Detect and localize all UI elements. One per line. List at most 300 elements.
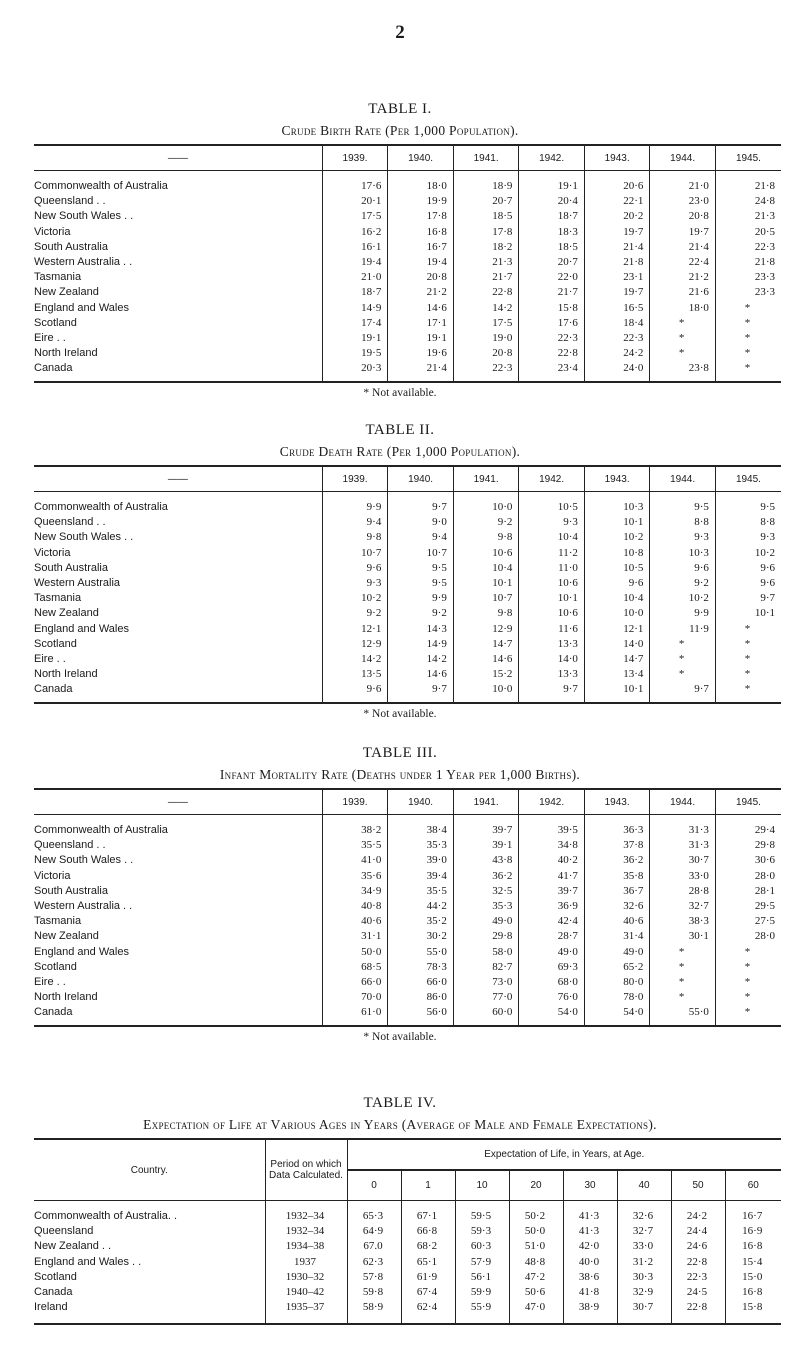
row-label: Queensland	[34, 1225, 94, 1238]
rate-cell: 20·7	[519, 255, 585, 270]
expectation-cell: 42·0	[563, 1239, 617, 1254]
year-header: 1945.	[715, 789, 781, 815]
rate-cell: 9·3	[519, 515, 585, 530]
rate-cell: 31·3	[650, 838, 716, 853]
rate-cell: 9·5	[715, 500, 781, 515]
rate-cell: 28·0	[715, 929, 781, 944]
rate-cell: 9·2	[388, 606, 454, 621]
expectation-cell: 59·3	[455, 1224, 509, 1239]
rate-cell: *	[715, 301, 781, 316]
rate-cell: 14·2	[388, 652, 454, 667]
table-row	[34, 1300, 781, 1315]
rate-cell: 20·4	[519, 194, 585, 209]
rate-cell: *	[650, 990, 716, 1005]
age-header: 60	[725, 1170, 781, 1201]
row-label: Commonwealth of Australia	[34, 180, 168, 192]
table-row	[34, 884, 781, 899]
table-row	[34, 346, 781, 361]
rate-cell: 31·3	[650, 823, 716, 838]
rate-cell: 22·4	[650, 255, 716, 270]
rate-cell: 10·4	[519, 530, 585, 545]
expectation-cell: 48·8	[509, 1255, 563, 1270]
year-header: 1939.	[322, 466, 388, 492]
rate-cell: 22·3	[519, 331, 585, 346]
expectation-cell: 47·0	[509, 1300, 563, 1315]
rate-cell: 29·4	[715, 823, 781, 838]
expectation-cell: 67·4	[401, 1285, 455, 1300]
expectation-cell: 41·8	[563, 1285, 617, 1300]
blank-header: ——	[34, 789, 322, 815]
table-row	[34, 331, 781, 346]
rate-cell: 12·1	[322, 622, 388, 637]
row-label: Scotland	[34, 637, 77, 650]
rate-cell: 20·8	[453, 346, 519, 361]
rate-cell: *	[715, 652, 781, 667]
rate-cell: 20·8	[650, 209, 716, 224]
rate-cell: 20·7	[453, 194, 519, 209]
rate-cell: 28·8	[650, 884, 716, 899]
row-label: New South Wales . .	[34, 854, 134, 867]
rate-cell: 10·1	[584, 515, 650, 530]
period-cell: 1937	[265, 1255, 347, 1270]
expectation-cell: 16·8	[725, 1239, 781, 1254]
rate-cell: 19·1	[519, 179, 585, 194]
rate-cell: 21·0	[322, 270, 388, 285]
rate-cell: 14·7	[584, 652, 650, 667]
expectation-cell: 50·2	[509, 1209, 563, 1224]
year-header: 1942.	[519, 145, 585, 171]
rate-cell: *	[650, 331, 716, 346]
rate-cell: 9·8	[322, 530, 388, 545]
age-header: 10	[455, 1170, 509, 1201]
rate-cell: *	[715, 622, 781, 637]
rate-cell: 40·6	[322, 914, 388, 929]
rate-cell: 10·7	[388, 546, 454, 561]
rate-cell: 23·4	[519, 361, 585, 381]
rate-cell: 29·8	[453, 929, 519, 944]
table-row	[34, 853, 781, 868]
rate-cell: 32·6	[584, 899, 650, 914]
expectation-cell: 57·9	[455, 1255, 509, 1270]
table-row	[34, 285, 781, 300]
table-row	[34, 1239, 781, 1254]
rate-cell: 18·4	[584, 316, 650, 331]
rate-cell: 22·0	[519, 270, 585, 285]
rate-cell: 86·0	[388, 990, 454, 1005]
rate-cell: 9·5	[388, 561, 454, 576]
row-label: Canada	[34, 361, 322, 381]
rate-cell: *	[650, 945, 716, 960]
table-row	[34, 945, 781, 960]
rate-cell: 21·7	[453, 270, 519, 285]
rate-cell: 41·0	[322, 853, 388, 868]
rate-cell: 80·0	[584, 975, 650, 990]
age-header: 20	[509, 1170, 563, 1201]
table-row	[34, 667, 781, 682]
table-2	[34, 465, 781, 704]
rate-cell: 11·6	[519, 622, 585, 637]
rate-cell: 13·3	[519, 667, 585, 682]
row-label: Commonwealth of Australia	[34, 501, 168, 513]
expectation-cell: 61·9	[401, 1270, 455, 1285]
expectation-cell: 67.0	[347, 1239, 401, 1254]
rate-cell: 21·4	[584, 240, 650, 255]
rate-cell: 35·3	[388, 838, 454, 853]
expectation-cell: 56·1	[455, 1270, 509, 1285]
period-cell: 1932–34	[265, 1209, 347, 1224]
rate-cell: 82·7	[453, 960, 519, 975]
rate-cell: 22·8	[519, 346, 585, 361]
year-header: 1943.	[584, 145, 650, 171]
rate-cell: 9·4	[388, 530, 454, 545]
rate-cell: *	[650, 975, 716, 990]
table-4-block	[0, 1095, 800, 1325]
expectation-cell: 65·3	[347, 1209, 401, 1224]
row-label: New Zealand . .	[34, 1240, 112, 1253]
rate-cell: 54·0	[584, 1005, 650, 1025]
rate-cell: 13·5	[322, 667, 388, 682]
expectation-cell: 15·8	[725, 1300, 781, 1315]
table-row	[34, 869, 781, 884]
row-label: England and Wales	[34, 622, 129, 635]
rate-cell: 18·2	[453, 240, 519, 255]
rate-cell: 58·0	[453, 945, 519, 960]
rate-cell: 9·4	[322, 515, 388, 530]
year-header: 1943.	[584, 466, 650, 492]
rate-cell: *	[650, 652, 716, 667]
rate-cell: 10·7	[322, 546, 388, 561]
expectation-cell: 16·8	[725, 1285, 781, 1300]
rate-cell: 9·7	[388, 500, 454, 515]
row-label: Queensland . .	[34, 195, 106, 208]
expectation-cell: 51·0	[509, 1239, 563, 1254]
rate-cell: 18·3	[519, 225, 585, 240]
rate-cell: *	[715, 346, 781, 361]
rate-cell: 55·0	[650, 1005, 716, 1025]
table-1	[34, 144, 781, 383]
expectation-cell: 24·6	[671, 1239, 725, 1254]
expectation-cell: 16·7	[725, 1209, 781, 1224]
expectation-header: Expectation of Life, in Years, at Age.	[347, 1139, 781, 1170]
rate-cell: 10·5	[519, 500, 585, 515]
footnote: * Not available.	[363, 1030, 437, 1043]
rate-cell: 9·9	[322, 500, 388, 515]
rate-cell: 21·2	[650, 270, 716, 285]
year-header: 1940.	[388, 145, 454, 171]
rate-cell: 14·9	[388, 637, 454, 652]
row-label: South Australia	[34, 240, 108, 253]
table-1-title: TABLE I.	[368, 101, 432, 117]
age-header: 40	[617, 1170, 671, 1201]
expectation-cell: 41·3	[563, 1209, 617, 1224]
row-label: Canada	[34, 1286, 73, 1299]
rate-cell: 9·2	[453, 515, 519, 530]
rate-cell: 73·0	[453, 975, 519, 990]
rate-cell: 10·1	[453, 576, 519, 591]
rate-cell: 35·2	[388, 914, 454, 929]
row-label: Scotland	[34, 1270, 77, 1283]
rate-cell: 10·1	[584, 682, 650, 702]
table-row	[34, 823, 781, 838]
rate-cell: 14·7	[453, 637, 519, 652]
rate-cell: 20·3	[322, 361, 388, 381]
rate-cell: 14·0	[519, 652, 585, 667]
rate-cell: *	[715, 990, 781, 1005]
expectation-cell: 38·9	[563, 1300, 617, 1315]
rate-cell: 21·3	[715, 209, 781, 224]
rate-cell: 10·6	[453, 546, 519, 561]
age-header: 1	[401, 1170, 455, 1201]
row-label: South Australia	[34, 561, 108, 574]
year-header: 1941.	[453, 789, 519, 815]
row-label: Tasmania	[34, 271, 82, 284]
table-row	[34, 530, 781, 545]
rate-cell: 9·6	[584, 576, 650, 591]
rate-cell: 17·6	[322, 179, 388, 194]
row-label: South Australia	[34, 884, 108, 897]
rate-cell: 23·0	[650, 194, 716, 209]
rate-cell: 21·6	[650, 285, 716, 300]
table-row	[34, 225, 781, 240]
rate-cell: 10·7	[453, 591, 519, 606]
rate-cell: 21·3	[453, 255, 519, 270]
rate-cell: 17·5	[322, 209, 388, 224]
rate-cell: 9·7	[388, 682, 454, 702]
rate-cell: 39·0	[388, 853, 454, 868]
table-row	[34, 515, 781, 530]
age-header: 0	[347, 1170, 401, 1201]
year-header: 1940.	[388, 789, 454, 815]
row-label: Victoria	[34, 869, 71, 882]
expectation-cell: 50·6	[509, 1285, 563, 1300]
rate-cell: 10·4	[453, 561, 519, 576]
rate-cell: 38·2	[322, 823, 388, 838]
table-1-block	[0, 101, 800, 399]
row-label: England and Wales	[34, 945, 129, 958]
rate-cell: 10·5	[584, 561, 650, 576]
expectation-cell: 58·9	[347, 1300, 401, 1315]
rate-cell: 9·3	[322, 576, 388, 591]
rate-cell: 34·8	[519, 838, 585, 853]
rate-cell: 10·6	[519, 606, 585, 621]
expectation-cell: 65·1	[401, 1255, 455, 1270]
year-header: 1944.	[650, 145, 716, 171]
rate-cell: 10·2	[650, 591, 716, 606]
expectation-cell: 55·9	[455, 1300, 509, 1315]
rate-cell: 60·0	[453, 1005, 519, 1025]
rate-cell: 16·5	[584, 301, 650, 316]
table-row	[34, 975, 781, 990]
rate-cell: 28·0	[715, 869, 781, 884]
rate-cell: 21·4	[388, 361, 454, 381]
table-row	[34, 1224, 781, 1239]
rate-cell: 12·9	[453, 622, 519, 637]
rate-cell: 9·6	[715, 576, 781, 591]
expectation-cell: 22·8	[671, 1255, 725, 1270]
rate-cell: 31·4	[584, 929, 650, 944]
year-header: 1941.	[453, 145, 519, 171]
rate-cell: 9·7	[650, 682, 716, 702]
rate-cell: 16·7	[388, 240, 454, 255]
page-number: 2	[395, 22, 405, 43]
table-3-caption: Infant Mortality Rate (Deaths under 1 Year per 1,000 Births).	[219, 767, 581, 782]
rate-cell: 28·1	[715, 884, 781, 899]
rate-cell: 61·0	[322, 1005, 388, 1025]
expectation-cell: 41·3	[563, 1224, 617, 1239]
table-row	[34, 500, 781, 515]
blank-header: ——	[34, 466, 322, 492]
table-3	[34, 788, 781, 1027]
row-label: England and Wales	[34, 301, 129, 314]
row-label: Western Australia . .	[34, 900, 133, 913]
rate-cell: 22·3	[715, 240, 781, 255]
table-2-title: TABLE II.	[365, 422, 435, 438]
rate-cell: 39·1	[453, 838, 519, 853]
rate-cell: 9·8	[453, 530, 519, 545]
table-3-block	[0, 745, 800, 1043]
rate-cell: 21·8	[584, 255, 650, 270]
rate-cell: 37·8	[584, 838, 650, 853]
rate-cell: 13·3	[519, 637, 585, 652]
rate-cell: 9·7	[519, 682, 585, 702]
rate-cell: 21·7	[519, 285, 585, 300]
rate-cell: 9·3	[650, 530, 716, 545]
expectation-cell: 31·2	[617, 1255, 671, 1270]
rate-cell: 33·0	[650, 869, 716, 884]
rate-cell: 78·3	[388, 960, 454, 975]
row-label: New South Wales . .	[34, 210, 134, 223]
rate-cell: *	[650, 316, 716, 331]
year-header: 1944.	[650, 789, 716, 815]
rate-cell: 18·5	[519, 240, 585, 255]
rate-cell: 10·8	[584, 546, 650, 561]
year-header: 1942.	[519, 466, 585, 492]
rate-cell: 54·0	[519, 1005, 585, 1025]
rate-cell: 10·1	[519, 591, 585, 606]
rate-cell: 19·1	[322, 331, 388, 346]
year-header: 1943.	[584, 789, 650, 815]
rate-cell: *	[715, 316, 781, 331]
rate-cell: 39·7	[453, 823, 519, 838]
rate-cell: 18·0	[650, 301, 716, 316]
rate-cell: 9·6	[322, 561, 388, 576]
expectation-cell: 24·5	[671, 1285, 725, 1300]
rate-cell: 11·2	[519, 546, 585, 561]
table-row	[34, 960, 781, 975]
rate-cell: 28·7	[519, 929, 585, 944]
table-row	[34, 546, 781, 561]
row-label: Victoria	[34, 546, 71, 559]
rate-cell: 19·4	[322, 255, 388, 270]
rate-cell: *	[715, 682, 781, 702]
expectation-cell: 15·0	[725, 1270, 781, 1285]
row-label: Canada	[34, 1005, 322, 1025]
rate-cell: 36·2	[584, 853, 650, 868]
expectation-cell: 33·0	[617, 1239, 671, 1254]
rate-cell: 35·8	[584, 869, 650, 884]
rate-cell: 18·7	[322, 285, 388, 300]
rate-cell: 8·8	[715, 515, 781, 530]
rate-cell: *	[650, 667, 716, 682]
expectation-cell: 60·3	[455, 1239, 509, 1254]
table-row	[34, 561, 781, 576]
rate-cell: 21·0	[650, 179, 716, 194]
rate-cell: 19·4	[388, 255, 454, 270]
rate-cell: 9·9	[650, 606, 716, 621]
footnote: * Not available.	[363, 707, 437, 720]
table-3-title: TABLE III.	[362, 745, 438, 761]
row-label: Eire . .	[34, 976, 66, 989]
row-label: New Zealand	[34, 607, 99, 620]
period-header: Period on which Data Calculated.	[265, 1139, 347, 1201]
rate-cell: 20·1	[322, 194, 388, 209]
rate-cell: 11·9	[650, 622, 716, 637]
expectation-cell: 24·2	[671, 1209, 725, 1224]
expectation-cell: 47·2	[509, 1270, 563, 1285]
rate-cell: 22·3	[584, 331, 650, 346]
rate-cell: 12·9	[322, 637, 388, 652]
expectation-cell: 62·3	[347, 1255, 401, 1270]
expectation-cell: 32·9	[617, 1285, 671, 1300]
table-row	[34, 622, 781, 637]
period-cell: 1940–42	[265, 1285, 347, 1300]
expectation-cell: 16·9	[725, 1224, 781, 1239]
rate-cell: *	[650, 637, 716, 652]
rate-cell: 9·6	[715, 561, 781, 576]
rate-cell: 17·6	[519, 316, 585, 331]
expectation-cell: 62·4	[401, 1300, 455, 1315]
rate-cell: 38·4	[388, 823, 454, 838]
rate-cell: 68·0	[519, 975, 585, 990]
rate-cell: 14·0	[584, 637, 650, 652]
row-label: Tasmania	[34, 915, 82, 928]
rate-cell: 43·8	[453, 853, 519, 868]
rate-cell: *	[715, 945, 781, 960]
rate-cell: 19·0	[453, 331, 519, 346]
rate-cell: 9·5	[650, 500, 716, 515]
table-row	[34, 929, 781, 944]
expectation-cell: 59·8	[347, 1285, 401, 1300]
country-header: Country.	[34, 1139, 265, 1201]
table-row	[34, 1255, 781, 1270]
table-4	[34, 1138, 781, 1323]
rate-cell: 23·8	[650, 361, 716, 381]
rate-cell: 35·6	[322, 869, 388, 884]
rate-cell: 10·1	[715, 606, 781, 621]
expectation-cell: 66·8	[401, 1224, 455, 1239]
table-row	[34, 682, 781, 702]
row-label: Victoria	[34, 225, 71, 238]
rate-cell: 23·3	[715, 285, 781, 300]
blank-header: ——	[34, 145, 322, 171]
table-row	[34, 591, 781, 606]
rate-cell: 30·1	[650, 929, 716, 944]
rate-cell: 35·3	[453, 899, 519, 914]
expectation-cell: 30·7	[617, 1300, 671, 1315]
rate-cell: 18·0	[388, 179, 454, 194]
rate-cell: 32·7	[650, 899, 716, 914]
expectation-cell: 38·6	[563, 1270, 617, 1285]
rate-cell: 9·6	[322, 682, 388, 702]
rate-cell: 10·3	[650, 546, 716, 561]
table-row	[34, 1005, 781, 1025]
rate-cell: 17·1	[388, 316, 454, 331]
table-row	[34, 652, 781, 667]
table-row	[34, 361, 781, 381]
rate-cell: 19·9	[388, 194, 454, 209]
table-row	[34, 606, 781, 621]
table-row	[34, 179, 781, 194]
